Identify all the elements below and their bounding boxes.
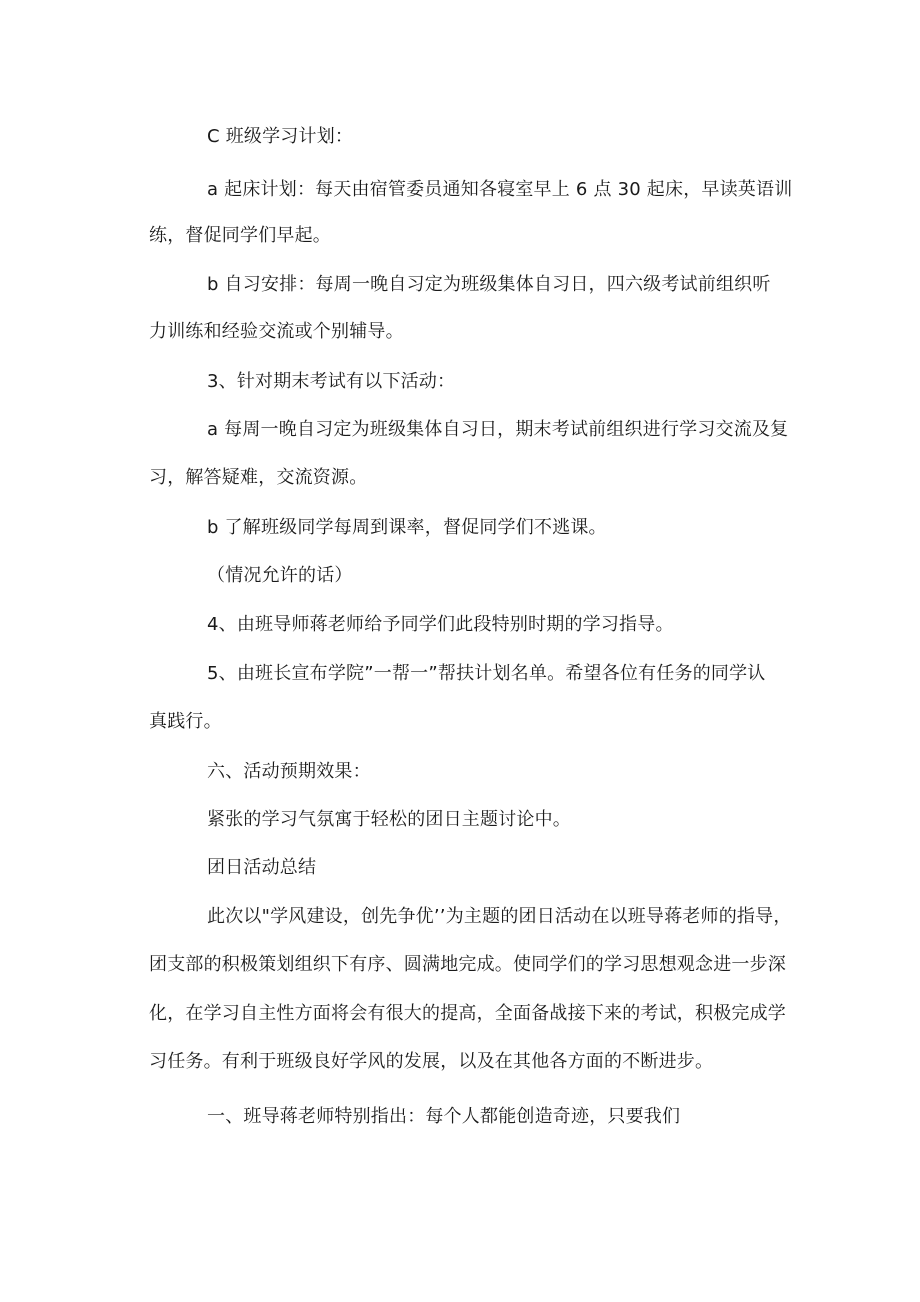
paragraph-line: 5、由班长宣布学院”一帮一”帮扶计划名单。希望各位有任务的同学认 bbox=[207, 663, 766, 684]
paragraph-line: （情况允许的话） bbox=[207, 565, 353, 586]
paragraph-line: 习任务。有利于班级良好学风的发展，以及在其他各方面的不断进步。 bbox=[149, 1051, 714, 1072]
paragraph-line: 紧张的学习气氛寓于轻松的团日主题讨论中。 bbox=[207, 809, 571, 830]
paragraph-line: 此次以"学风建设，创先争优’’为主题的团日活动在以班导蒋老师的指导， bbox=[207, 906, 792, 927]
section-heading: 团日活动总结 bbox=[207, 857, 317, 878]
paragraph-line: a 每周一晚自习定为班级集体自习日，期末考试前组织进行学习交流及复 bbox=[207, 419, 789, 440]
paragraph-line: 4、由班导师蒋老师给予同学们此段特别时期的学习指导。 bbox=[207, 614, 674, 635]
paragraph-line: b 了解班级同学每周到课率，督促同学们不逃课。 bbox=[207, 517, 607, 538]
paragraph-line: b 自习安排：每周一晚自习定为班级集体自习日，四六级考试前组织听 bbox=[207, 274, 771, 295]
paragraph-line: 3、针对期末考试有以下活动： bbox=[207, 371, 456, 392]
section-heading: C 班级学习计划： bbox=[207, 126, 354, 147]
paragraph-line: 力训练和经验交流或个别辅导。 bbox=[149, 321, 404, 342]
section-heading: 六、活动预期效果： bbox=[207, 761, 371, 782]
paragraph-line: 习，解答疑难，交流资源。 bbox=[149, 467, 368, 488]
paragraph-line: 练，督促同学们早起。 bbox=[149, 225, 331, 246]
paragraph-line: 一、班导蒋老师特别指出：每个人都能创造奇迹，只要我们 bbox=[207, 1106, 681, 1127]
paragraph-line: 化，在学习自主性方面将会有很大的提高，全面备战接下来的考试，积极完成学 bbox=[149, 1003, 786, 1024]
paragraph-line: 真践行。 bbox=[149, 711, 222, 732]
paragraph-line: a 起床计划：每天由宿管委员通知各寝室早上 6 点 30 起床，早读英语训 bbox=[207, 179, 793, 200]
paragraph-line: 团支部的积极策划组织下有序、圆满地完成。使同学们的学习思想观念进一步深 bbox=[149, 954, 786, 975]
